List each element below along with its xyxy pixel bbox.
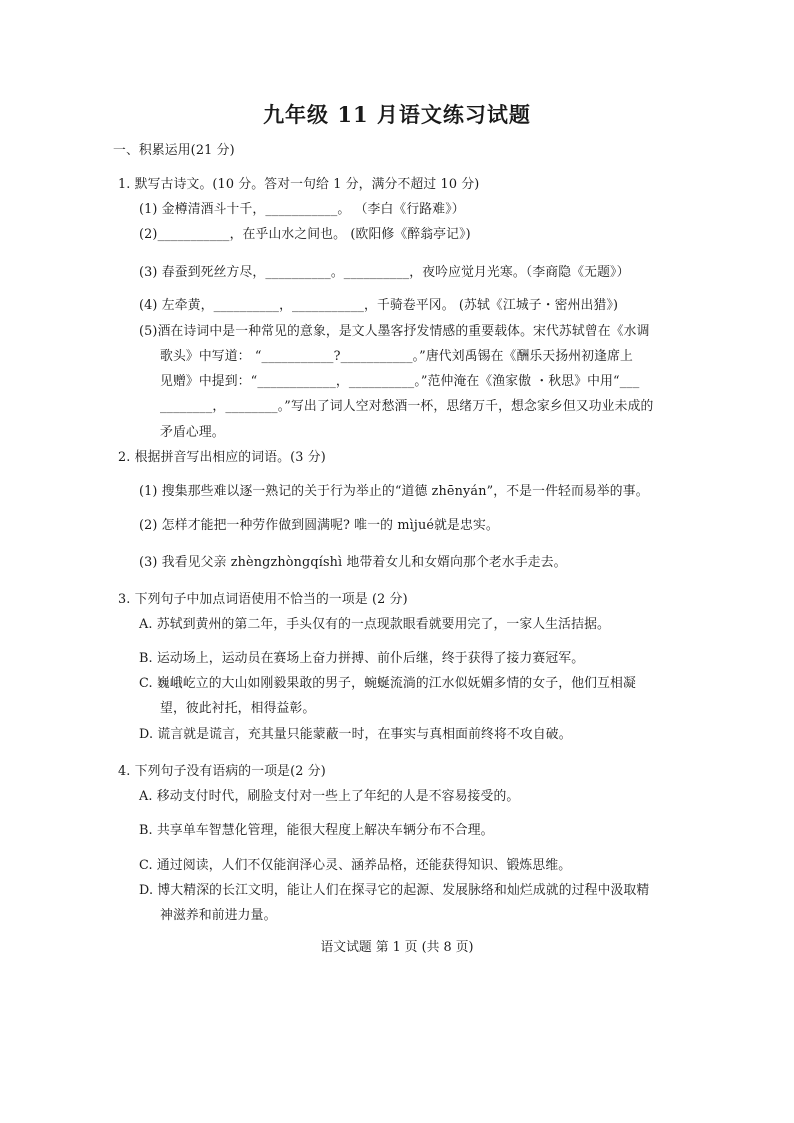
question-1-item-3: (3) 春蚕到死丝方尽，__________。__________，夜吟应觉月光寒。（李商隐《无题》）	[139, 265, 630, 280]
question-1-stem: 1. 默写古诗文。(10 分。答对一句给 1 分，满分不超过 10 分)	[118, 177, 480, 192]
question-3-option-b: B. 运动场上，运动员在赛场上奋力拼搏、前仆后继，终于获得了接力赛冠军。	[139, 651, 585, 666]
question-4-option-b: B. 共享单车智慧化管理，能很大程度上解决车辆分布不合理。	[139, 823, 494, 838]
question-1-item-2: (2)___________，在乎山水之间也。 (欧阳修《醉翁亭记》)	[139, 227, 471, 242]
question-3-stem: 3. 下列句子中加点词语使用不恰当的一项是 (2 分)	[118, 592, 408, 607]
question-4-option-d-line-1: D. 博大精深的长江文明，能让人们在探寻它的起源、发展脉络和灿烂成就的过程中汲取精	[139, 883, 650, 898]
question-1-item-5-line-5: 矛盾心理。	[160, 425, 225, 440]
question-1-item-5-line-4: ________，________。”写出了词人空对愁酒一杯，思绪万千，想念家乡但又功业未成的	[160, 399, 654, 414]
question-4-stem: 4. 下列句子没有语病的一项是(2 分)	[118, 764, 326, 779]
section-heading: 一、积累运用(21 分)	[113, 143, 235, 158]
question-3-option-c-line-2: 望，彼此衬托，相得益彰。	[160, 701, 316, 716]
page-footer: 语文试题 第 1 页 (共 8 页)	[320, 940, 474, 955]
question-1-item-5-line-1: (5)酒在诗词中是一种常见的意象，是文人墨客抒发情感的重要载体。宋代苏轼曾在《水调	[139, 324, 650, 339]
page-title: 九年级 11 月语文练习试题	[263, 102, 531, 127]
question-2-item-2: (2) 怎样才能把一种劳作做到圆满呢? 唯一的 mìjué就是忠实。	[139, 518, 499, 533]
question-1-item-5-line-2: 歌头》中写道： “___________?___________。”唐代刘禹锡在《酬乐天扬州初逢席上	[160, 349, 634, 364]
question-4-option-d-line-2: 神滋养和前进力量。	[160, 908, 277, 923]
question-1-item-1: (1) 金樽清酒斗十千，___________。 （李白《行路难》）	[139, 202, 465, 217]
question-3-option-a: A. 苏轼到黄州的第二年，手头仅有的一点现款眼看就要用完了，一家人生活拮据。	[139, 617, 610, 632]
question-2-stem: 2. 根据拼音写出相应的词语。(3 分)	[118, 450, 326, 465]
question-2-item-3: (3) 我看见父亲 zhèngzhòngqíshì 地带着女儿和女婿向那个老水手走去。	[139, 555, 567, 570]
question-1-item-4: (4) 左牵黄，__________，___________，千骑卷平冈。 (苏轼《江城子・密州出猎》)	[139, 298, 619, 313]
question-2-item-1: (1) 搜集那些难以逐一熟记的关于行为举止的“道德 zhēnyán”，不是一件轻而易举的事。	[139, 484, 649, 499]
question-4-option-a: A. 移动支付时代，刷脸支付对一些上了年纪的人是不容易接受的。	[139, 789, 520, 804]
question-3-option-d: D. 谎言就是谎言，充其量只能蒙蔽一时，在事实与真相面前终将不攻自破。	[139, 727, 572, 742]
question-1-item-5-line-3: 见赠》中提到：“____________，__________。”范仲淹在《渔家傲 ・秋思》中用“___	[160, 374, 640, 389]
question-4-option-c: C. 通过阅读，人们不仅能润泽心灵、涵养品格，还能获得知识、锻炼思维。	[139, 858, 572, 873]
question-3-option-c-line-1: C. 巍峨屹立的大山如刚毅果敢的男子，蜿蜒流淌的江水似妩媚多情的女子，他们互相凝	[139, 676, 636, 691]
